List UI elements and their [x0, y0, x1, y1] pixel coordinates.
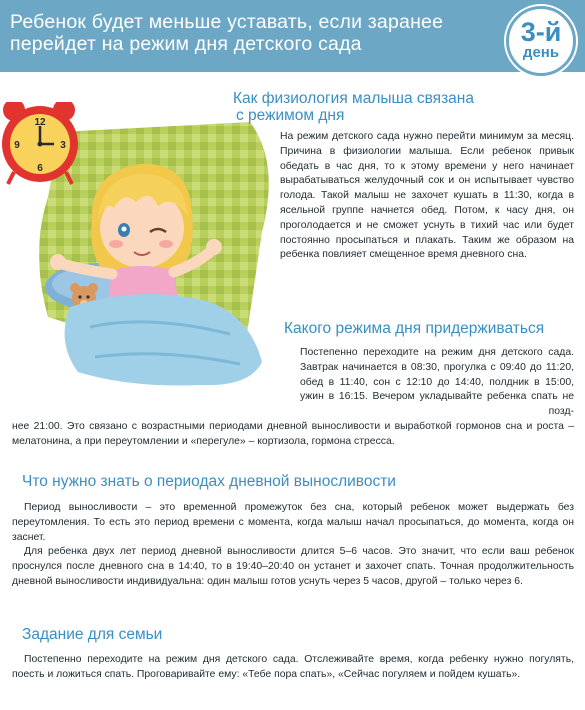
section1-heading: [233, 90, 533, 124]
clock-number-9: 9: [14, 140, 20, 151]
section4-heading: Задание для семьи: [22, 626, 163, 643]
clock-number-3: 3: [60, 140, 66, 151]
section2-text-right: Постепенно переходите на режим дня детского сада. Завтрак начинается в 08:30, прогулка с 09:40 до 11:20, обед в 11:40, сон с 12:10 до 14:40, полдник в 15:00, ужин в 16:15. Вечером укладывайте ребенка спать не позд-: [300, 347, 574, 418]
header-banner: [0, 0, 585, 72]
clock-number-12: 12: [34, 117, 46, 128]
section1-heading-line1: Как физиология малыша связана: [233, 90, 474, 107]
day-word: день: [522, 44, 560, 61]
section1-heading-line2: с режимом дня: [236, 107, 345, 124]
clock-number-6: 6: [37, 163, 43, 174]
section3-paragraph-1: Период выносливости – это временной промежуток без сна, который ребенок может выдержать без переутомления. То есть это период времени с момента, когда малыш начал просыпаться, до момента, когда он заснет.: [12, 502, 574, 543]
child-waking-illustration: [0, 102, 300, 402]
section4-text: Постепенно переходите на режим дня детского сада. Отслеживайте время, когда ребенку нужно погулять, поесть и ложиться спать. Проговаривайте ему: «Тебе пора спать», «Сейчас погуляем и пойдем кушать».: [12, 654, 574, 680]
section3-body: [12, 501, 574, 590]
day-badge: [506, 6, 576, 76]
header-title: Ребенок будет меньше уставать, если заранее перейдет на режим дня детского сада: [10, 11, 444, 55]
section2-text-full: нее 21:00. Это связано с возрастными периодами дневной выносливости и выработкой гормонов сна и роста – мелатонина, а при переутомлении и «перегуле» – кортизола, гормона стресса.: [12, 421, 574, 447]
day-number: 3-й: [520, 17, 562, 47]
section1-text: На режим детского сада нужно перейти минимум за месяц. Причина в физиологии малыша. Если ребенок привык обедать в час дня, то к этому времени у него начинает вырабатываться желудочный сок и он испытывает чувство голода. Такой малыш не захочет кушать в 11:30, когда в ясельной группе начнется обед. Потом, к часу дня, он проголодается и не сможет уснуть в тихий час или будет постоянно просыпаться и плакать. Таким же образом на ребенка повлияет смещенное время дневного сна.: [280, 131, 574, 261]
section2-heading: Какого режима дня придерживаться: [284, 320, 545, 337]
section3-heading: Что нужно знать о периодах дневной выносливости: [22, 473, 396, 490]
section3-paragraph-2: Для ребенка двух лет период дневной выносливости длится 5–6 часов. Это значит, что если ваш ребенок проснулся после дневного сна в 14:40, то в 19:40–20:40 он устанет и захочет спать. Точная продолжительность дневной выносливости индивидуальна: один малыш готов уснуть через 5 часов, другой – только через 6.: [12, 546, 574, 587]
